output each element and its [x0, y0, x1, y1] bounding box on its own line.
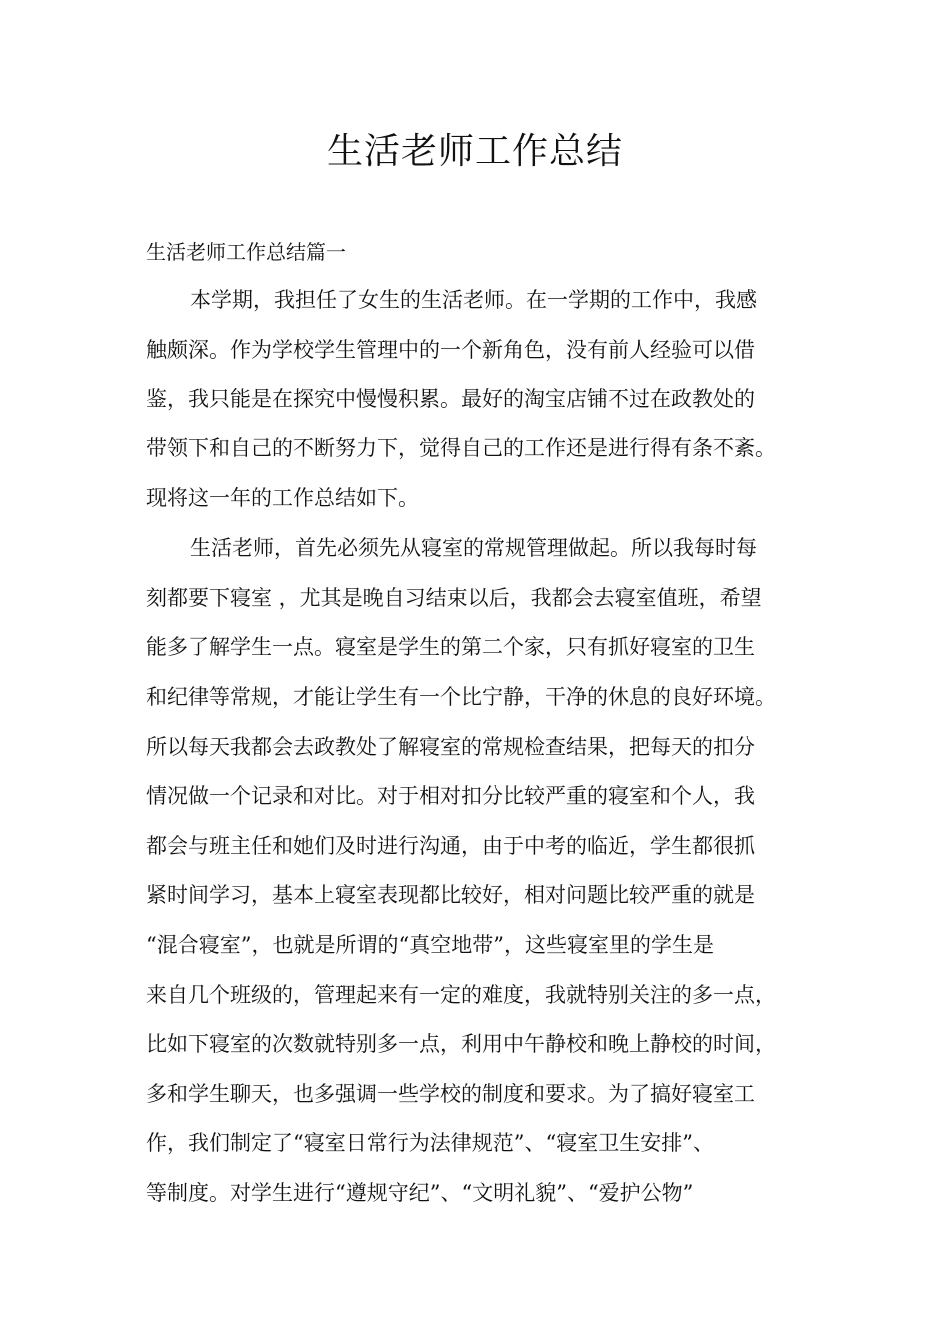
paragraph-2-line-2: 刻都要下寝室 ，尤其是晚自习结束以后，我都会去寝室值班，希望 — [146, 586, 762, 610]
paragraph-2-line-9: “混合寝室”，也就是所谓的“真空地带”，这些寝室里的学生是 — [146, 933, 714, 957]
paragraph-2-line-10: 来自几个班级的，管理起来有一定的难度，我就特别关注的多一点， — [146, 983, 776, 1007]
paragraph-2-line-4: 和纪律等常规，才能让学生有一个比宁静，干净的休息的良好环境。 — [146, 685, 776, 709]
paragraph-1-line-2: 触颇深。作为学校学生管理中的一个新角色，没有前人经验可以借 — [146, 338, 755, 362]
paragraph-2-line-5: 所以每天我都会去政教处了解寝室的常规检查结果，把每天的扣分 — [146, 735, 755, 759]
paragraph-1-line-3: 鉴，我只能是在探究中慢慢积累。最好的淘宝店铺不过在政教处的 — [146, 387, 755, 411]
paragraph-1-line-4: 带领下和自己的不断努力下，觉得自己的工作还是进行得有条不紊。 — [146, 436, 776, 460]
paragraph-2-line-12: 多和学生聊天，也多强调一些学校的制度和要求。为了搞好寝室工 — [146, 1082, 755, 1106]
paragraph-1-line-5: 现将这一年的工作总结如下。 — [146, 486, 419, 510]
paragraph-2-line-8: 紧时间学习，基本上寝室表现都比较好，相对问题比较严重的就是 — [146, 883, 755, 907]
document-title: 生活老师工作总结 — [326, 131, 623, 172]
section-heading: 生活老师工作总结篇一 — [146, 240, 346, 264]
paragraph-2-line-3: 能多了解学生一点。寝室是学生的第二个家，只有抓好寝室的卫生 — [146, 635, 755, 659]
paragraph-2-line-13: 作，我们制定了“寝室日常行为法律规范”、“寝室卫生安排”、 — [146, 1131, 714, 1155]
paragraph-2-line-11: 比如下寝室的次数就特别多一点，利用中午静校和晚上静校的时间， — [146, 1032, 776, 1056]
paragraph-2-line-6: 情况做一个记录和对比。对于相对扣分比较严重的寝室和个人，我 — [146, 784, 755, 808]
paragraph-2-line-7: 都会与班主任和她们及时进行沟通，由于中考的临近，学生都很抓 — [146, 834, 755, 858]
paragraph-1-line-1: 本学期，我担任了女生的生活老师。在一学期的工作中，我感 — [190, 288, 757, 312]
paragraph-2-line-1: 生活老师，首先必须先从寝室的常规管理做起。所以我每时每 — [190, 536, 757, 560]
paragraph-2-line-14: 等制度。对学生进行“遵规守纪”、“文明礼貌”、“爱护公物” — [146, 1181, 694, 1205]
